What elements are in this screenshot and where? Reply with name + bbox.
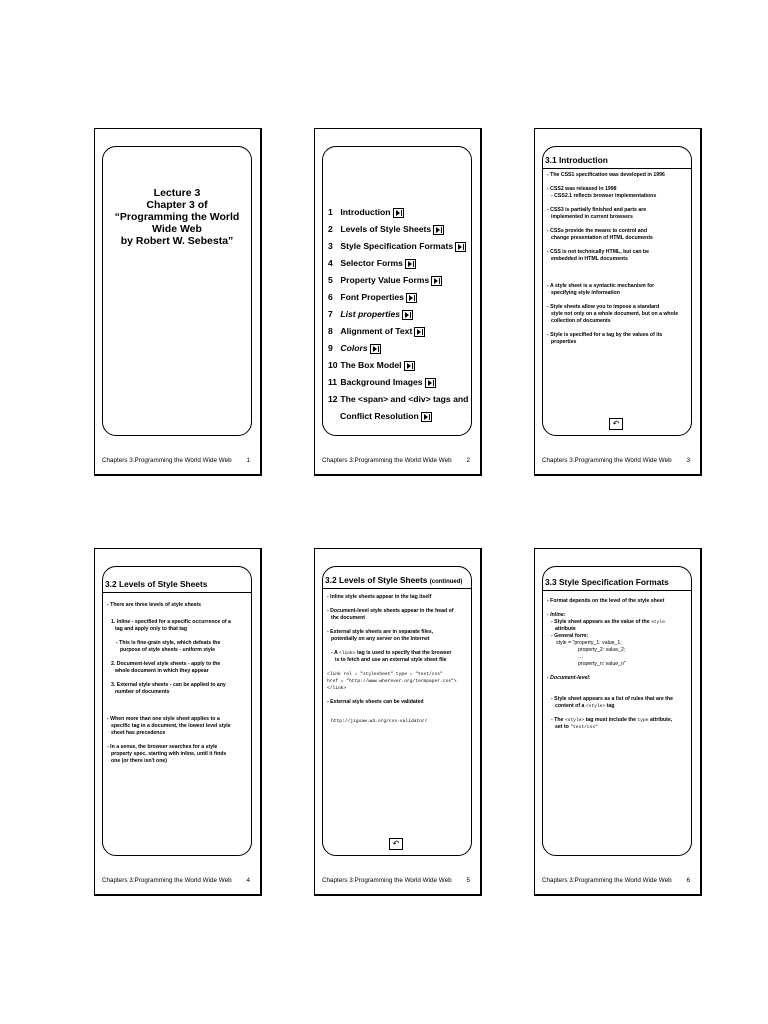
toc-label: Property Value Forms (340, 275, 430, 285)
code-inline: style (651, 620, 665, 625)
toc-item[interactable] (328, 289, 468, 306)
title-line: “Programming the World Wide Web (114, 211, 240, 235)
bullet: - Inline style sheets appear in the tag itself (327, 594, 432, 600)
link-arrow-icon[interactable] (370, 344, 381, 354)
heading-text: 3.2 Levels of Style Sheets (325, 575, 428, 585)
bullet: - CSS3 is partially finished and parts are (547, 207, 647, 213)
slide-frame (102, 566, 252, 856)
page-number: 2 (466, 457, 470, 464)
bullet: - A style sheet is a syntactic mechanism for (547, 283, 655, 289)
code-inline: <style> (564, 718, 585, 723)
slide-1 (94, 128, 262, 476)
slide-footer (542, 877, 690, 884)
bullet: - External style sheets are in separate files, (327, 629, 434, 635)
toc-label: Levels of Style Sheets (340, 224, 432, 234)
toc-item[interactable] (328, 255, 468, 272)
toc-item[interactable] (328, 272, 468, 289)
slide-frame (542, 146, 692, 436)
toc-label: The Box Model (340, 360, 402, 370)
bullet: - A (331, 650, 338, 656)
toc-num: 11 (328, 377, 338, 387)
divider (543, 590, 691, 591)
code-line: href = "http://www.wherever.org/termpaper.css"> (327, 679, 457, 684)
footer-text: Chapters 3:Programming the World Wide Web (542, 457, 672, 464)
toc-num: 7 (328, 309, 333, 319)
slide-frame (102, 146, 252, 436)
code-inline: <style> (585, 704, 606, 709)
page-number: 3 (686, 457, 690, 464)
bullet: - Inline: (547, 612, 566, 618)
toc-label: List properties (340, 309, 401, 319)
slide-footer (322, 877, 470, 884)
link-arrow-icon[interactable] (393, 208, 404, 218)
toc-num: 5 (328, 275, 333, 285)
bullet: sheet has precedence (111, 730, 166, 736)
bullet: style not only on a whole document, but on a whole (551, 311, 679, 317)
toc-num: 3 (328, 241, 333, 251)
link-arrow-icon[interactable] (405, 259, 416, 269)
bullet: embedded in HTML documents (551, 256, 628, 262)
link-arrow-icon[interactable] (425, 378, 436, 388)
bullet: - Document-level style sheets appear in the head of (327, 608, 454, 614)
slide-footer (322, 457, 470, 464)
toc-item[interactable] (328, 374, 468, 391)
title-block (103, 187, 251, 247)
footer-text: Chapters 3:Programming the World Wide Web (322, 877, 452, 884)
toc-item[interactable] (328, 221, 468, 238)
page-number: 1 (246, 457, 250, 464)
bullet: specifying style information (551, 290, 620, 296)
toc-item[interactable] (328, 238, 468, 255)
bullet: tag and apply only to that tag (115, 626, 188, 632)
slide-body (327, 594, 469, 732)
link-arrow-icon[interactable] (431, 276, 442, 286)
slide-frame (542, 566, 692, 856)
slide-body (547, 172, 689, 353)
bullet: - This is fine-grain style, which defeats the (116, 640, 221, 646)
toc-item[interactable] (328, 340, 468, 357)
slide-6 (534, 548, 702, 896)
bullet: - There are three levels of style sheets (107, 602, 201, 608)
bullet: properties (551, 339, 577, 345)
bullet: specific tag in a document, the lowest level style (111, 723, 231, 729)
slide-heading (325, 575, 462, 585)
bullet: purpose of style sheets - uniform style (120, 647, 216, 653)
toc-num: 12 (328, 394, 338, 404)
slide-2 (314, 128, 482, 476)
bullet: - Format depends on the level of the style sheet (547, 598, 665, 604)
divider (323, 588, 471, 589)
page-number: 5 (466, 877, 470, 884)
title-line: by Robert W. Sebesta” (120, 235, 234, 247)
bullet: attribute (555, 626, 576, 632)
bullet: - CSS2 was released in 1998 (547, 186, 617, 192)
slide-heading: 3.1 Introduction (545, 155, 608, 165)
bullet: 1. Inline - specified for a specific occurrence of a (111, 619, 231, 625)
bullet: - Style is specified for a tag by the values of its (547, 332, 663, 338)
slide-body (547, 598, 689, 738)
slide-frame (322, 146, 472, 436)
code-line: property_n: value_n" (578, 661, 626, 667)
toc-label: Style Specification Formats (340, 241, 454, 251)
bullet: change presentation of HTML documents (551, 235, 653, 241)
bullet: is to fetch and use an external style sheet file (335, 657, 447, 663)
footer-text: Chapters 3:Programming the World Wide Web (102, 877, 232, 884)
bullet: 2. Document-level style sheets - apply to the (111, 661, 221, 667)
slide-5 (314, 548, 482, 896)
code-inline: "text/css" (570, 725, 598, 730)
link-arrow-icon[interactable] (455, 242, 466, 252)
toc-item[interactable] (328, 306, 468, 323)
toc-label: Introduction (340, 207, 391, 217)
footer-text: Chapters 3:Programming the World Wide Web (102, 457, 232, 464)
slide-4 (94, 548, 262, 896)
slide-heading: 3.2 Levels of Style Sheets (105, 579, 208, 589)
toc-num: 9 (328, 343, 333, 353)
bullet: tag is used to specify that the browser (356, 650, 452, 656)
bullet: - CSS is not technically HTML, but can be (547, 249, 650, 255)
toc-item[interactable] (328, 408, 468, 425)
footer-text: Chapters 3:Programming the World Wide Web (322, 457, 452, 464)
link-arrow-icon[interactable] (414, 327, 425, 337)
back-icon[interactable]: ↶ (609, 418, 623, 430)
slide-heading: 3.3 Style Specification Formats (545, 577, 669, 587)
bullet: 3. External style sheets - can be applied to any (111, 682, 226, 688)
code-line: <link rel = "stylesheet" type = "text/css" (327, 672, 443, 677)
code-inline: type (637, 718, 649, 723)
bullet: the document (331, 615, 366, 621)
toc-label: Colors (340, 343, 368, 353)
heading-note: (continued) (429, 579, 463, 585)
bullet: - Document-level: (547, 675, 591, 681)
bullet: one (or there isn't one) (111, 758, 167, 764)
code-line: property_2: value_2; (578, 647, 626, 653)
slide-3 (534, 128, 702, 476)
code-line: </link> (327, 686, 347, 691)
bullet: - Style sheet appears as the value of the (551, 619, 650, 625)
toc-item[interactable] (328, 391, 468, 408)
bullet: - Style sheets allow you to impose a standard (547, 304, 660, 310)
bullet: content of a (555, 703, 585, 709)
page-number: 6 (686, 877, 690, 884)
toc-label: Selector Forms (340, 258, 403, 268)
code-inline: <link> (338, 651, 356, 656)
toc-label: Alignment of Text (340, 326, 413, 336)
back-icon[interactable]: ↶ (389, 838, 403, 850)
bullet: - CSSs provide the means to control and (547, 228, 648, 234)
bullet: - Style sheet appears as a list of rules that are the (551, 696, 673, 702)
toc-num: 4 (328, 258, 333, 268)
bullet: set to (555, 724, 569, 730)
divider (103, 592, 251, 593)
table-of-contents (328, 204, 468, 425)
bullet: - When more than one style sheet applies to a (107, 716, 220, 722)
toc-item[interactable] (328, 357, 468, 374)
title-line: Chapter 3 of (146, 199, 208, 211)
bullet: collection of documents (551, 318, 611, 324)
bullet: potentially on any server on the Internet (331, 636, 430, 642)
link-arrow-icon[interactable] (421, 412, 432, 422)
bullet: tag (606, 703, 615, 709)
slide-footer (102, 457, 250, 464)
toc-label: Font Properties (340, 292, 404, 302)
link-arrow-icon[interactable] (433, 225, 444, 235)
bullet: - General form: (551, 633, 589, 639)
validator-url[interactable]: http://jigsaw.w3.org/css-validator/ (331, 719, 428, 724)
toc-num: 2 (328, 224, 333, 234)
code-line: style = "property_1: value_1; (556, 640, 622, 646)
link-arrow-icon[interactable] (404, 361, 415, 371)
slide-frame (322, 566, 472, 856)
divider (543, 168, 691, 169)
bullet: - In a sense, the browser searches for a style (107, 744, 218, 750)
toc-num: 1 (328, 207, 333, 217)
toc-label: Conflict Resolution (340, 411, 419, 421)
toc-num: 8 (328, 326, 333, 336)
code-line: … (578, 654, 584, 660)
toc-label: The <span> and <div> tags and (340, 394, 469, 404)
toc-label: Background Images (340, 377, 423, 387)
bullet: tag must include the (585, 717, 637, 723)
bullet: whole document in which they appear (115, 668, 209, 674)
footer-text: Chapters 3:Programming the World Wide Web (542, 877, 672, 884)
toc-item[interactable] (328, 204, 468, 221)
bullet: - The (551, 717, 564, 723)
toc-num: 6 (328, 292, 333, 302)
slide-footer (102, 877, 250, 884)
toc-num: 10 (328, 360, 338, 370)
bullet: - CSS2.1 reflects browser implementations (551, 193, 657, 199)
page-number: 4 (246, 877, 250, 884)
bullet: implemented in current browsers (551, 214, 633, 220)
link-arrow-icon[interactable] (402, 310, 413, 320)
title-line: Lecture 3 (153, 187, 201, 199)
slide-body (107, 602, 249, 772)
bullet: property spec, starting with inline, until it finds (111, 751, 227, 757)
bullet: - External style sheets can be validated (327, 699, 424, 705)
bullet: - The CSS1 specification was developed in 1996 (547, 172, 665, 178)
bullet: number of documents (115, 689, 170, 695)
slide-footer (542, 457, 690, 464)
link-arrow-icon[interactable] (406, 293, 417, 303)
bullet: attribute, (650, 717, 673, 723)
toc-item[interactable] (328, 323, 468, 340)
